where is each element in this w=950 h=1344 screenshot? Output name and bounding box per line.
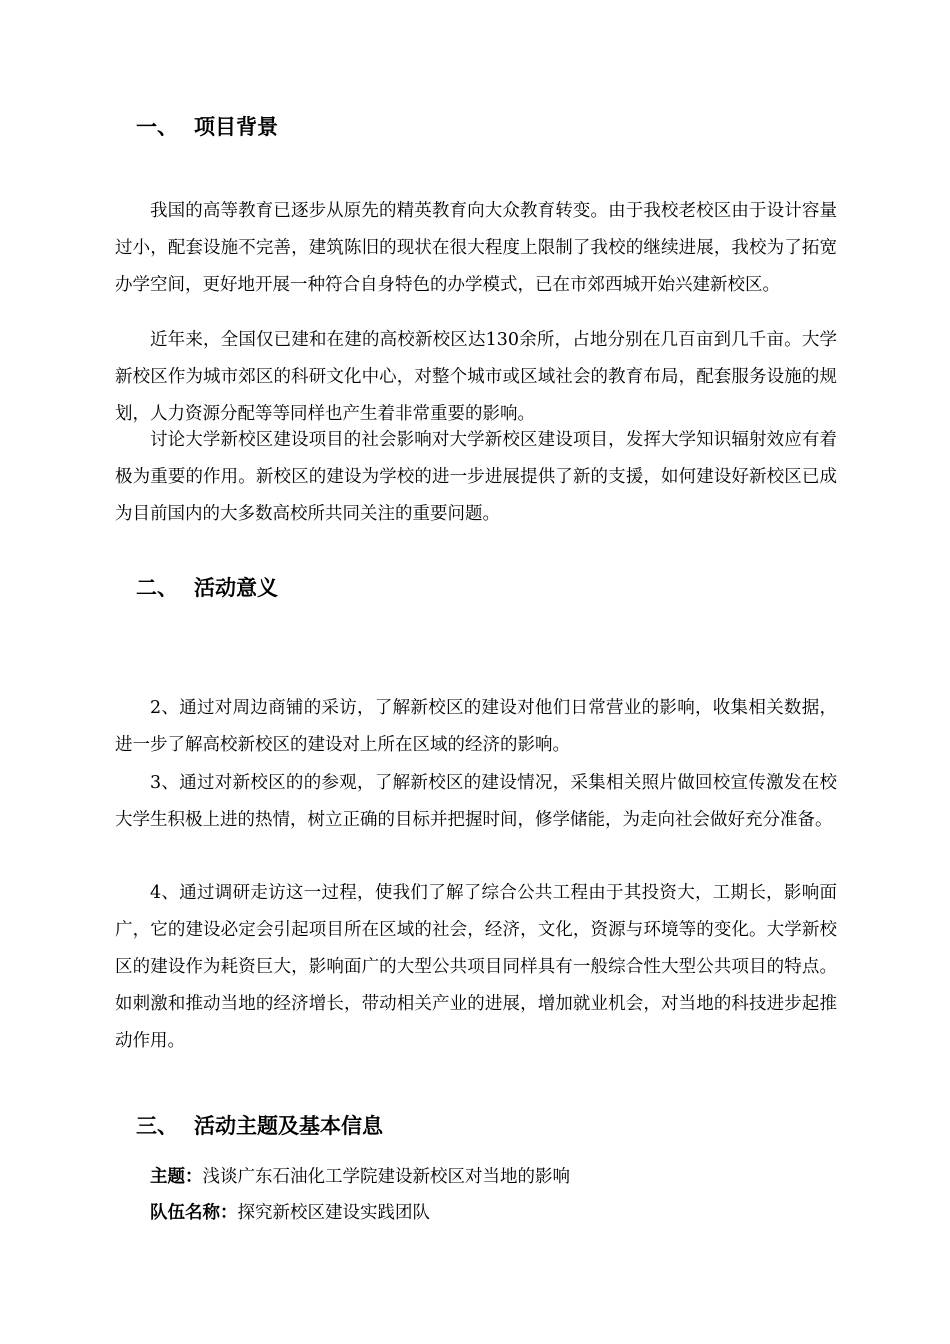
section-number: 三、: [136, 1114, 178, 1138]
paragraph: 3、通过对新校区的的参观，了解新校区的建设情况，采集相关照片做回校宣传激发在校大学生积极上进的热情，树立正确的目标并把握时间，修学储能，为走向社会做好充分准备。: [115, 773, 837, 830]
info-value: 探究新校区建设实践团队: [237, 1203, 430, 1223]
info-line-team-name: [150, 1198, 430, 1228]
paragraph: 4、通过调研走访这一过程，使我们了解了综合公共工程由于其投资大，工期长，影响面广，它的建设必定会引起项目所在区域的社会，经济，文化，资源与环境等的变化。大学新校区的建设作为耗资巨大，影响面广的大型公共项目同样具有一般综合性大型公共项目的特点。如刺激和推动当地的经济增长，带动相关产业的进展，增加就业机会，对当地的科技进步起推动作用。: [115, 883, 837, 1051]
paragraph: 我国的高等教育已逐步从原先的精英教育向大众教育转变。由于我校老校区由于设计容量过小，配套设施不完善，建筑陈旧的现状在很大程度上限制了我校的继续进展，我校为了拓宽办学空间，更好地开展一种符合自身特色的办学模式，已在市郊西城开始兴建新校区。: [115, 201, 837, 295]
info-label: 队伍名称：: [150, 1203, 238, 1223]
paragraph: 2、通过对周边商铺的采访，了解新校区的建设对他们日常营业的影响，收集相关数据，进一步了解高校新校区的建设对上所在区域的经济的影响。: [115, 698, 837, 755]
info-label: 主题：: [150, 1167, 203, 1187]
paragraph: 讨论大学新校区建设项目的社会影响对大学新校区建设项目，发挥大学知识辐射效应有着极为重要的作用。新校区的建设为学校的进一步进展提供了新的支援，如何建设好新校区已成为目前国内的大多数高校所共同关注的重要问题。: [115, 430, 837, 524]
section-heading-theme: [136, 1111, 383, 1141]
paragraph: 近年来，全国仅已建和在建的高校新校区达130余所，占地分别在几百亩到几千亩。大学新校区作为城市郊区的科研文化中心，对整个城市或区域社会的教育布局，配套服务设施的规划，人力资源分配等等同样也产生着非常重要的影响。: [115, 330, 837, 424]
info-line-theme: [150, 1162, 570, 1192]
info-value: 浅谈广东石油化工学院建设新校区对当地的影响: [202, 1167, 570, 1187]
section-number: 二、: [136, 576, 178, 600]
section-heading-background: [136, 112, 278, 142]
section-title: 项目背景: [194, 115, 278, 139]
section-title: 活动意义: [194, 576, 278, 600]
section-number: 一、: [136, 115, 178, 139]
section-title: 活动主题及基本信息: [194, 1114, 383, 1138]
section-heading-significance: [136, 573, 278, 603]
